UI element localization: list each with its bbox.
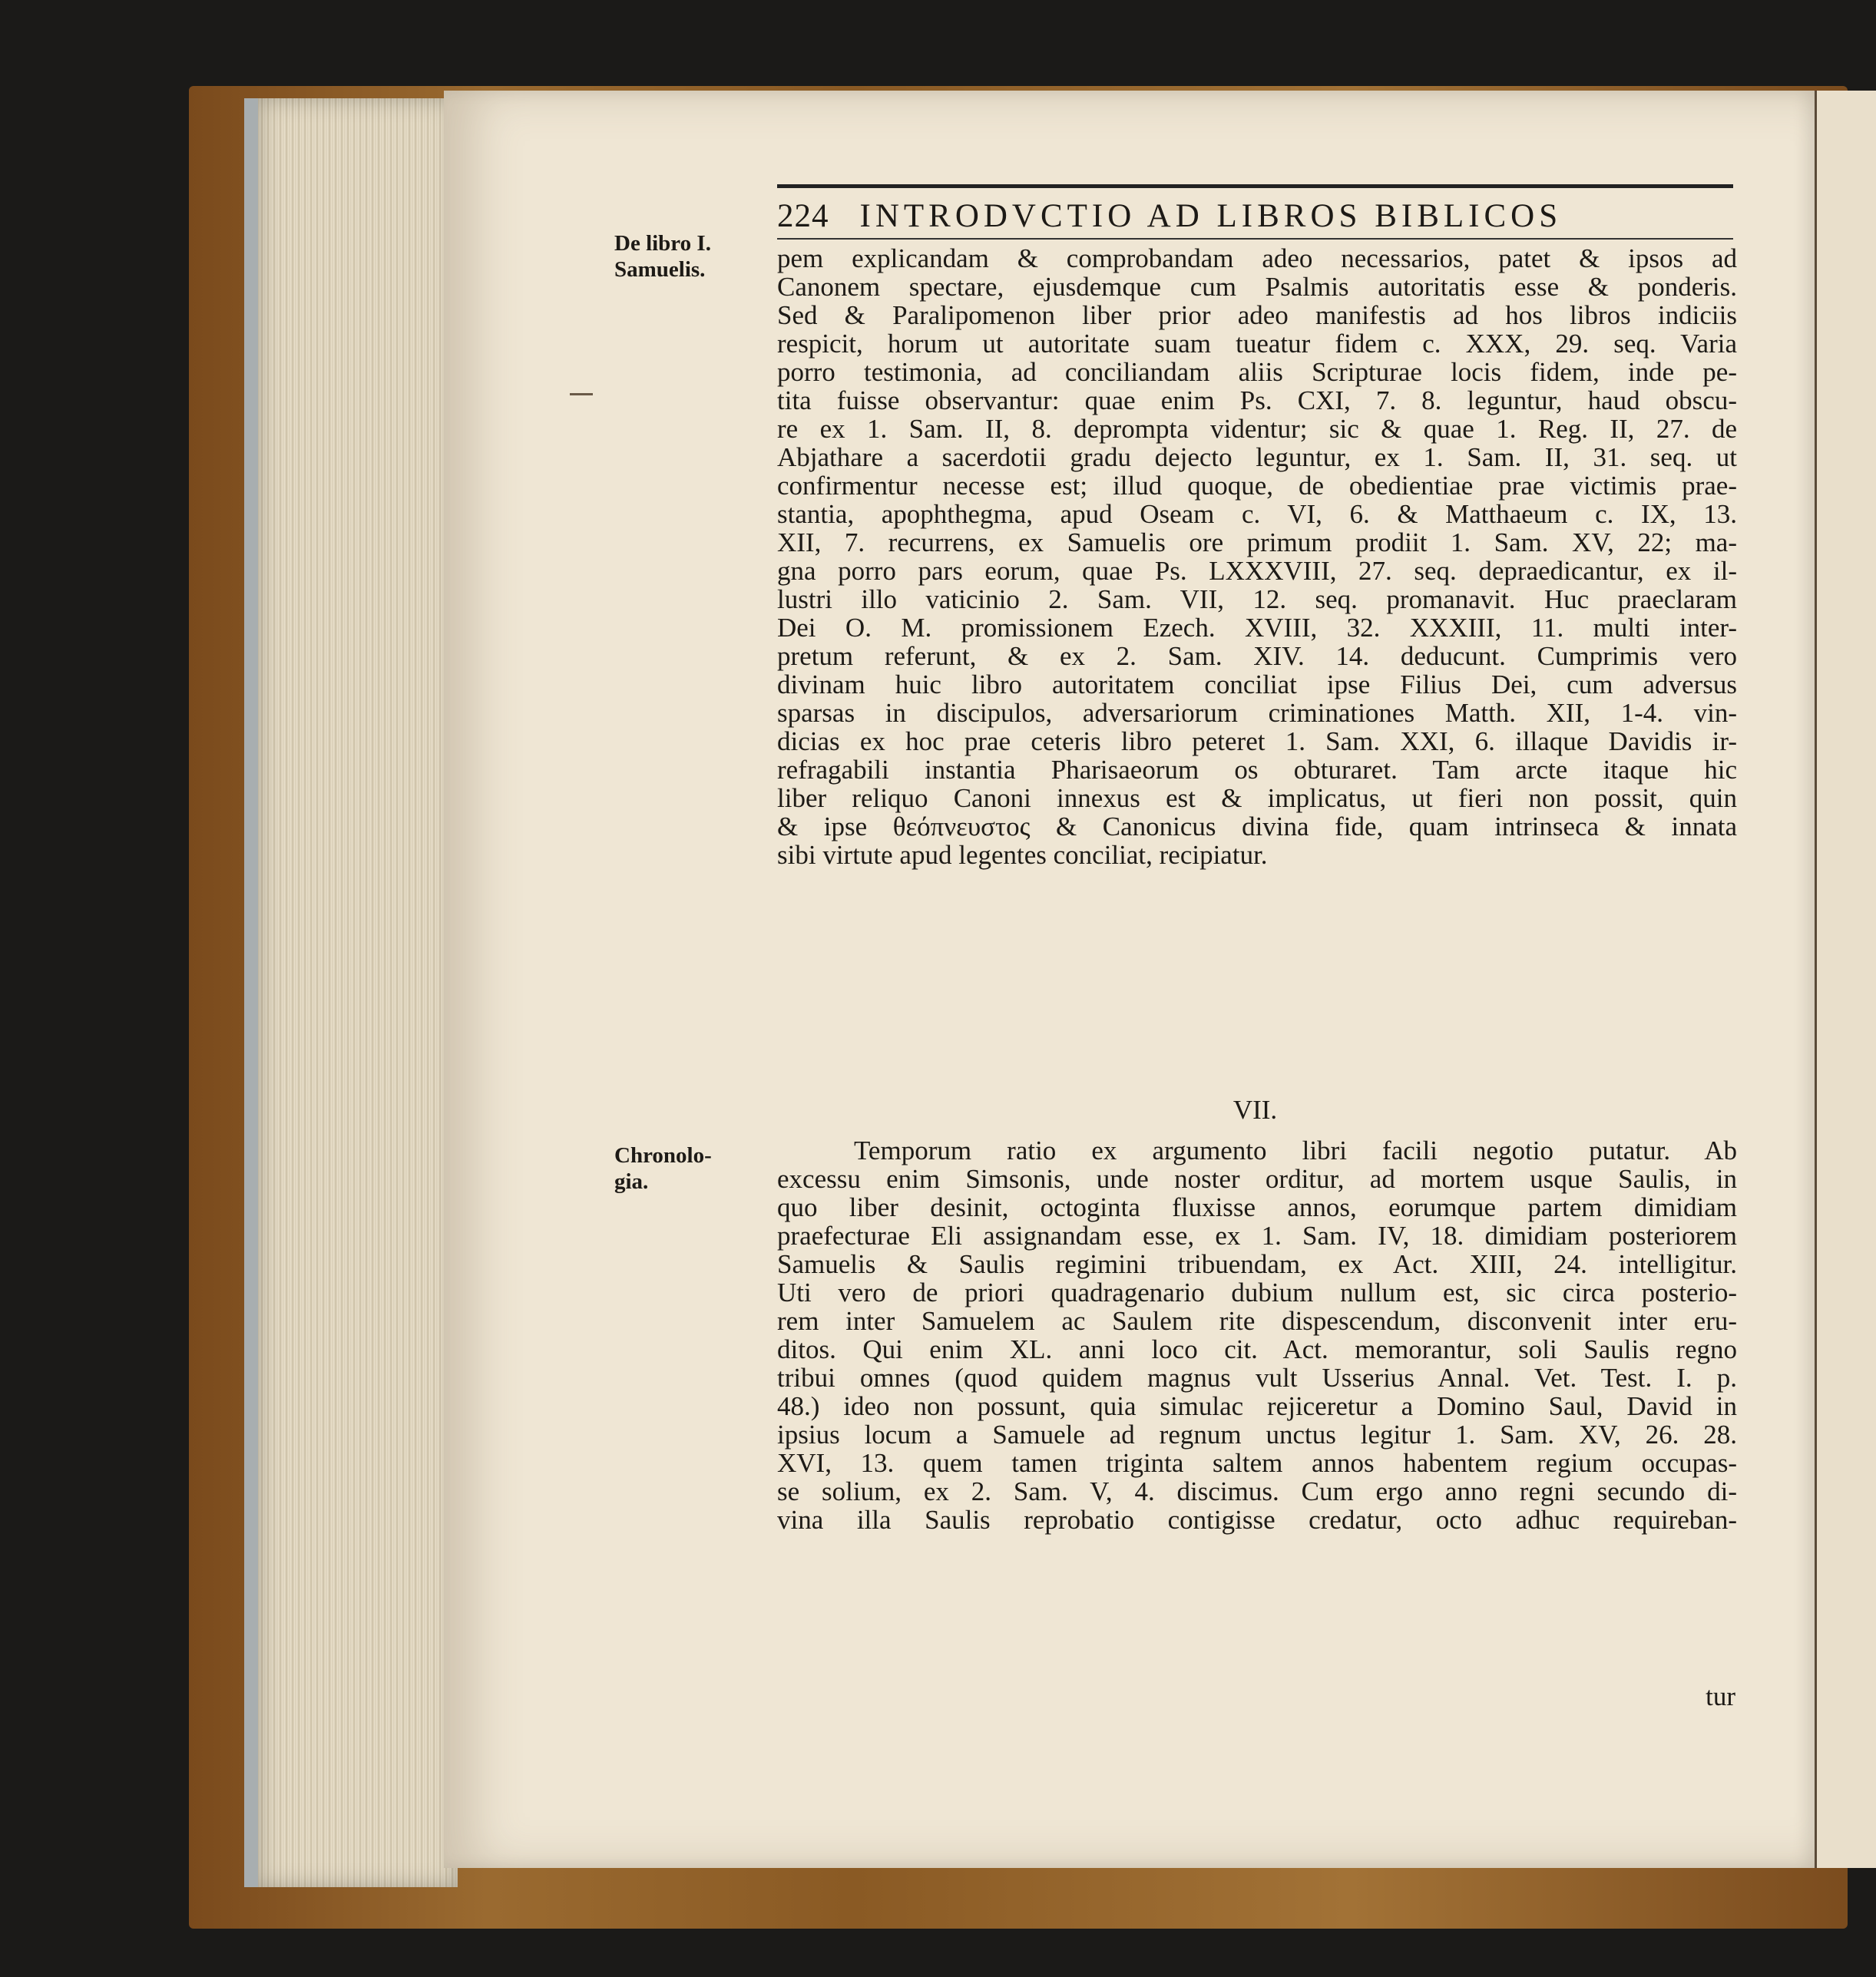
text-line: stantia, apophthegma, apud Oseam c. VI, 6. & Matthaeum c. IX, 13. (777, 499, 1737, 529)
text-line: sibi virtute apud legentes conciliat, recipiatur. (777, 840, 1268, 870)
text-line: re ex 1. Sam. II, 8. deprompta videntur; sic & quae 1. Reg. II, 27. de (777, 414, 1737, 444)
text-line: Samuelis & Saulis regimini tribuendam, ex Act. XIII, 24. intelligitur. (777, 1249, 1737, 1279)
text-line: se solium, ex 2. Sam. V, 4. discimus. Cum ergo anno regni secundo di- (777, 1476, 1737, 1506)
text-line: divinam huic libro autoritatem conciliat ipse Filius Dei, cum adversus (777, 669, 1737, 699)
text-line: sparsas in discipulos, adversariorum criminationes Matth. XII, 1-4. vin- (777, 698, 1737, 728)
facing-page-edge (1815, 91, 1876, 1868)
text-line: pretum referunt, & ex 2. Sam. XIV. 14. deducunt. Cumprimis vero (777, 641, 1737, 671)
text-line: pem explicandam & comprobandam adeo necessarios, patet & ipsos ad (777, 243, 1737, 273)
margin-note-chronologia (614, 1142, 712, 1195)
running-head (777, 192, 1733, 240)
running-head-title: INTRODVCTIO AD LIBROS BIBLICOS (859, 197, 1563, 234)
text-line: porro testimonia, ad conciliandam aliis Scripturae locis fidem, inde pe- (777, 357, 1737, 387)
text-line: Uti vero de priori quadragenario dubium nullum est, sic circa posterio- (777, 1278, 1737, 1308)
text-line: excessu enim Simsonis, unde noster orditur, ad mortem usque Saulis, in (777, 1164, 1737, 1194)
margin-note-line: Samuelis. (614, 257, 706, 282)
text-line: praefecturae Eli assignandam esse, ex 1. Sam. IV, 18. dimidiam posteriorem (777, 1221, 1737, 1251)
catchword: tur (1706, 1681, 1735, 1711)
margin-note-samuel (614, 230, 711, 283)
text-line: respicit, horum ut autoritate suam tueatur fidem c. XXX, 29. seq. Varia (777, 329, 1737, 359)
text-line: refragabili instantia Pharisaeorum os obturaret. Tam arcte itaque hic (777, 755, 1737, 785)
text-line: Abjathare a sacerdotii gradu dejecto leguntur, ex 1. Sam. II, 31. seq. ut (777, 442, 1737, 472)
text-line: tita fuisse observantur: quae enim Ps. CXI, 7. 8. leguntur, haud obscu- (777, 385, 1737, 415)
text-line: & ipse θεόπνευστος & Canonicus divina fide, quam intrinseca & innata (777, 812, 1737, 841)
text-line: Temporum ratio ex argumento libri facili negotio putatur. Ab (854, 1136, 1737, 1165)
section-2-text (777, 1136, 1737, 1534)
text-line: 48.) ideo non possunt, quia simulac rejiceretur a Domino Saul, David in (777, 1391, 1737, 1421)
text-line: XVI, 13. quem tamen triginta saltem annos habentem regium occupas- (777, 1448, 1737, 1478)
section-heading: VII. (1232, 1095, 1278, 1125)
header-rule (777, 184, 1733, 188)
text-line: dicias ex hoc prae ceteris libro peteret 1. Sam. XXI, 6. illaque Davidis ir- (777, 726, 1737, 756)
text-line: ipsius locum a Samuele ad regnum unctus legitur 1. Sam. XV, 26. 28. (777, 1420, 1737, 1450)
text-line: ditos. Qui enim XL. anni loco cit. Act. memorantur, soli Saulis regno (777, 1334, 1737, 1364)
text-line: quo liber desinit, octoginta fluxisse annos, eorumque partem dimidiam (777, 1192, 1737, 1222)
page-edges (244, 98, 458, 1887)
margin-note-line: gia. (614, 1169, 649, 1194)
text-line: Sed & Paralipomenon liber prior adeo manifestis ad hos libros indiciis (777, 300, 1737, 330)
header-underline (777, 238, 1733, 240)
text-line: Canonem spectare, ejusdemque cum Psalmis autoritatis esse & ponderis. (777, 272, 1737, 302)
margin-dash (570, 393, 593, 395)
text-line: tribui omnes (quod quidem magnus vult Usserius Annal. Vet. Test. I. p. (777, 1363, 1737, 1393)
text-line: rem inter Samuelem ac Saulem rite dispescendum, disconvenit inter eru- (777, 1306, 1737, 1336)
text-line: Dei O. M. promissionem Ezech. XVIII, 32. XXXIII, 11. multi inter- (777, 613, 1737, 643)
text-line: vina illa Saulis reprobatio contigisse credatur, octo adhuc requireban- (777, 1505, 1737, 1535)
text-line: confirmentur necesse est; illud quoque, de obedientiae prae victimis prae- (777, 471, 1737, 501)
text-line: gna porro pars eorum, quae Ps. LXXXVIII, 27. seq. depraedicantur, ex il- (777, 556, 1737, 586)
text-line: XII, 7. recurrens, ex Samuelis ore primum prodiit 1. Sam. XV, 22; ma- (777, 527, 1737, 557)
text-line: liber reliquo Canoni innexus est & implicatus, ut fieri non possit, quin (777, 783, 1737, 813)
margin-note-line: De libro I. (614, 231, 711, 256)
margin-note-line: Chronolo- (614, 1143, 712, 1168)
page-number: 224 (777, 197, 829, 234)
text-line: lustri illo vaticinio 2. Sam. VII, 12. seq. promanavit. Huc praeclaram (777, 584, 1737, 614)
section-1-text (777, 244, 1737, 869)
